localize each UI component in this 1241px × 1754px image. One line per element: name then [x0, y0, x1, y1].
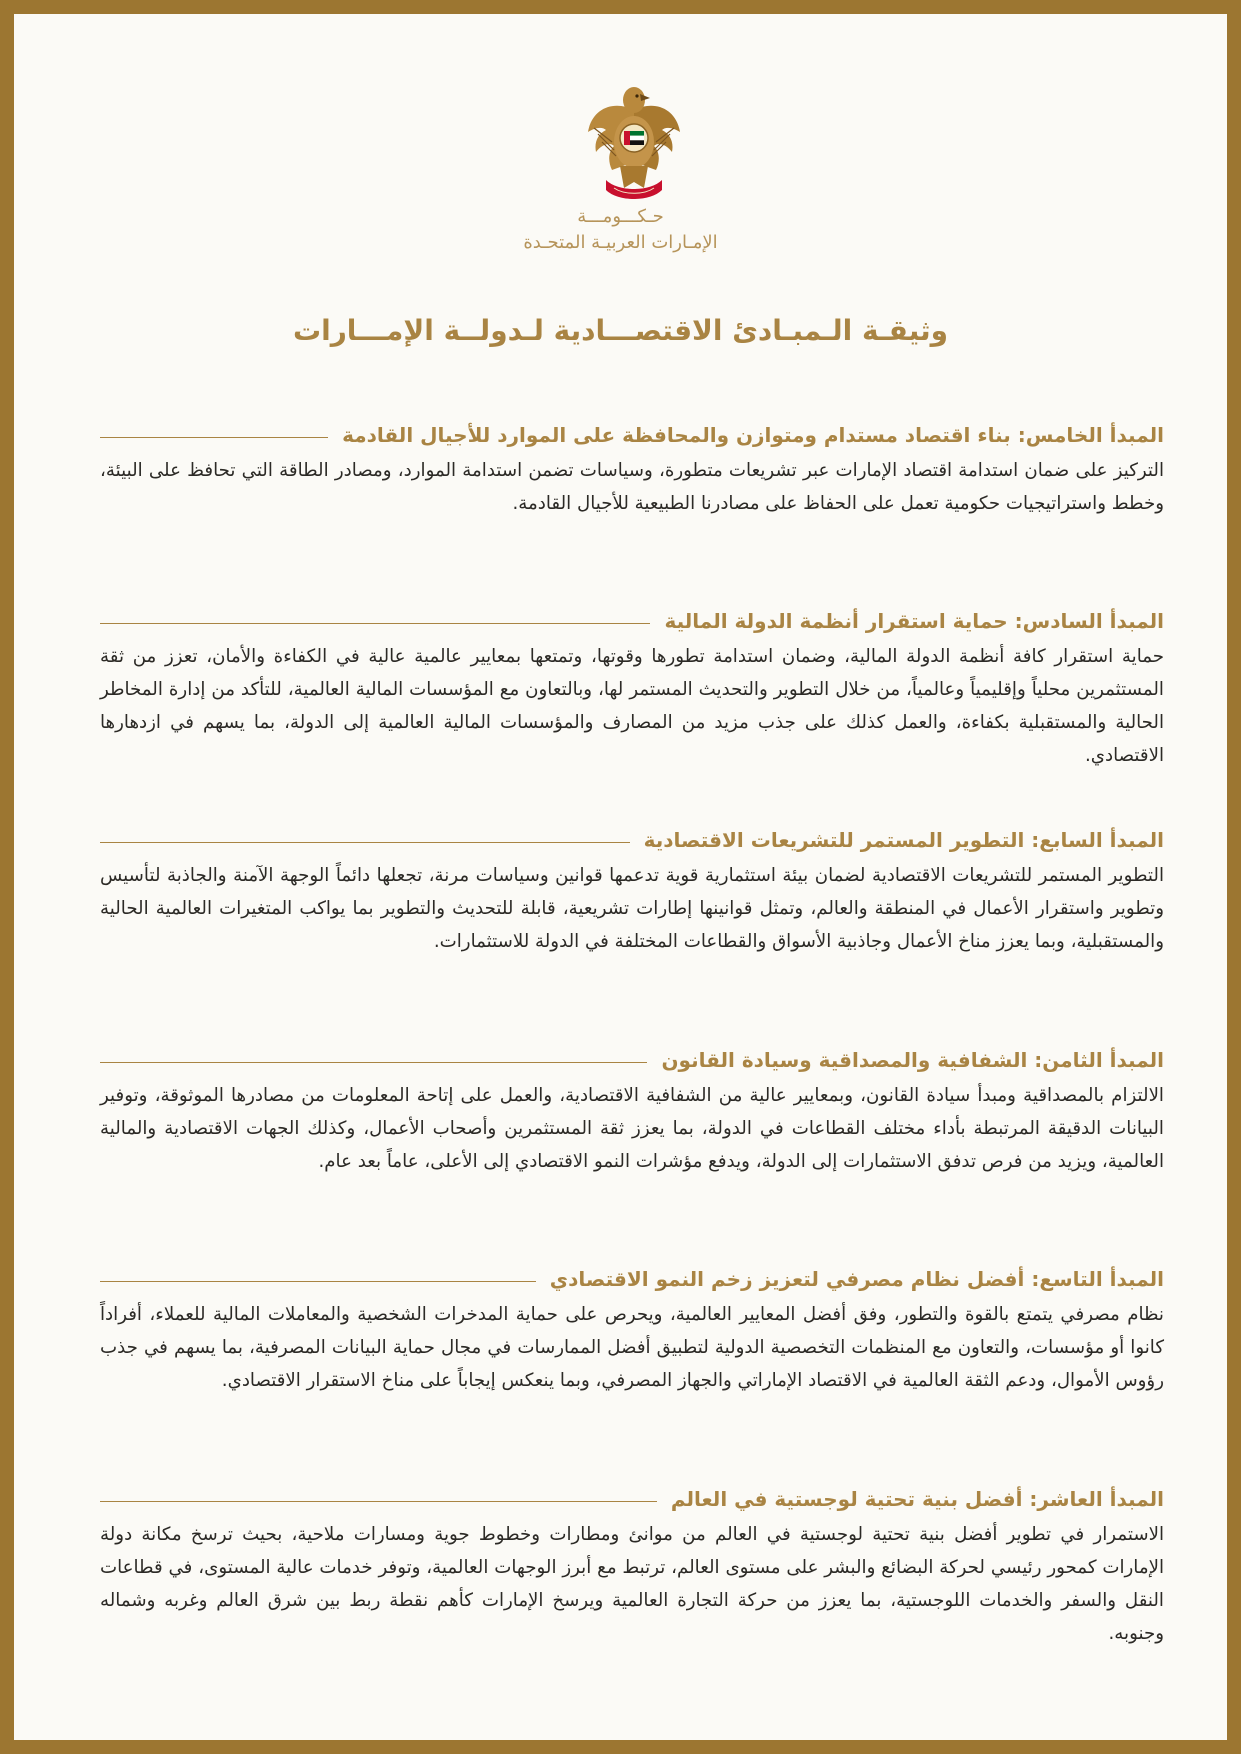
section-body: التطوير المستمر للتشريعات الاقتصادية لضمان بيئة استثمارية قوية تدعمها قوانين وسياسات مرنة، تجعلها دائماً الوجهة الآمنة والجاذبة لتأسيس وتطوير واستقرار الأعمال في المنطقة والعالم، وتمثل قوانينها إطارات تشريعية، قابلة للتحديث والتطوير بما يواكب المتغيرات العالمية الحالية والمستقبلية، وبما يعزز مناخ الأعمال وجاذبية الأسواق والقطاعات المختلفة في الدولة للاستثمارات. [100, 865, 1164, 952]
section-title: المبدأ العاشر: أفضل بنية تحتية لوجستية في العالم [670, 1487, 1164, 1511]
heading-rule [100, 1281, 536, 1282]
heading-rule [100, 1062, 647, 1063]
section-body: الالتزام بالمصداقية ومبدأ سيادة القانون، وبمعايير عالية من الشفافية الاقتصادية، والعمل على إتاحة المعلومات من مصادرها الموثوقة، وتوفير البيانات الدقيقة المرتبطة بأداء مختلف القطاعات في الدولة، بما يعزز ثقة المستثمرين وأصحاب الأعمال، وكذلك الجهات الاقتصادية والمالية العالمية، ويزيد من فرص تدفق الاستثمارات إلى الدولة، ويدفع مؤشرات النمو الاقتصادي إلى الأعلى، عاماً بعد عام. [100, 1085, 1164, 1172]
section-body: نظام مصرفي يتمتع بالقوة والتطور، وفق أفضل المعايير العالمية، ويحرص على حماية المدخرات الشخصية والمعاملات المالية للعملاء، أفراداً كانوا أو مؤسسات، والتعاون مع المنظمات التخصصية الدولية لتطبيق أفضل الممارسات في مجال حماية البيانات المصرفية، بما يسهم في جذب رؤوس الأموال، ودعم الثقة العالمية في الاقتصاد الإماراتي والجهاز المصرفي، وبما ينعكس إيجاباً على مناخ الاستقرار الاقتصادي. [100, 1304, 1164, 1391]
section-title: المبدأ السابع: التطوير المستمر للتشريعات الاقتصادية [643, 828, 1164, 852]
uae-falcon-emblem-icon [584, 70, 684, 210]
section-title: المبدأ التاسع: أفضل نظام مصرفي لتعزيز زخم النمو الاقتصادي [549, 1267, 1164, 1291]
document-title: وثيقـة الـمبـادئ الاقتصـــادية لـدولــة الإمـــارات [292, 314, 949, 347]
principle-section-5 [100, 418, 1164, 520]
heading-rule [100, 1501, 657, 1502]
principle-section-7 [100, 823, 1164, 958]
government-label: حـكـــومـــة [577, 206, 664, 227]
section-title: المبدأ الخامس: بناء اقتصاد مستدام ومتوازن والمحافظة على الموارد للأجيال القادمة [342, 423, 1164, 447]
principle-section-10 [100, 1482, 1164, 1650]
section-title: المبدأ السادس: حماية استقرار أنظمة الدولة المالية [664, 609, 1164, 633]
section-heading [100, 1482, 1164, 1516]
document-page [14, 14, 1227, 1740]
heading-rule [100, 437, 328, 438]
section-body: الاستمرار في تطوير أفضل بنية تحتية لوجستية في العالم من موانئ ومطارات وخطوط جوية ومسارات ملاحية، بحيث ترسخ مكانة دولة الإمارات كمحور رئيسي لحركة البضائع والبشر على مستوى العالم، ترتبط مع أبرز الوجهات العالمية، وتوفر خدمات عالية المستوى، في قطاعات النقل والسفر والخدمات اللوجستية، بما يعزز من حركة التجارة العالمية ويرسخ الإمارات كأهم نقطة ربط بين شرق العالم وغربه وشماله وجنوبه. [100, 1524, 1164, 1644]
section-heading [100, 418, 1164, 452]
section-heading [100, 823, 1164, 857]
section-body: التركيز على ضمان استدامة اقتصاد الإمارات عبر تشريعات متطورة، وسياسات تضمن استدامة الموارد، ومصادر الطاقة التي تحافظ على البيئة، وخطط واستراتيجيات حكومية تعمل على الحفاظ على مصادرنا الطبيعية للأجيال القادمة. [100, 460, 1164, 514]
principle-section-9 [100, 1262, 1164, 1397]
section-heading [100, 1262, 1164, 1296]
country-name: الإمـارات العربيـة المتحـدة [523, 232, 718, 253]
section-heading [100, 604, 1164, 638]
section-heading [100, 1043, 1164, 1077]
principle-section-6 [100, 604, 1164, 772]
principle-section-8 [100, 1043, 1164, 1178]
heading-rule [100, 623, 650, 624]
heading-rule [100, 842, 630, 843]
section-body: حماية استقرار كافة أنظمة الدولة المالية، وضمان استدامة تطورها وقوتها، وتمتعها بمعايير عالمية عالية في الكفاءة والأمان، تعزز من ثقة المستثمرين محلياً وإقليمياً وعالمياً، من خلال التطوير والتحديث المستمر لها، وبالتعاون مع المؤسسات المالية العالمية، للتأكد من إدارة المخاطر الحالية والمستقبلية بكفاءة، والعمل كذلك على جذب مزيد من المصارف والمؤسسات المالية العالمية إلى الدولة، بما يسهم في ازدهارها الاقتصادي. [100, 646, 1164, 766]
section-title: المبدأ الثامن: الشفافية والمصداقية وسيادة القانون [661, 1048, 1164, 1072]
